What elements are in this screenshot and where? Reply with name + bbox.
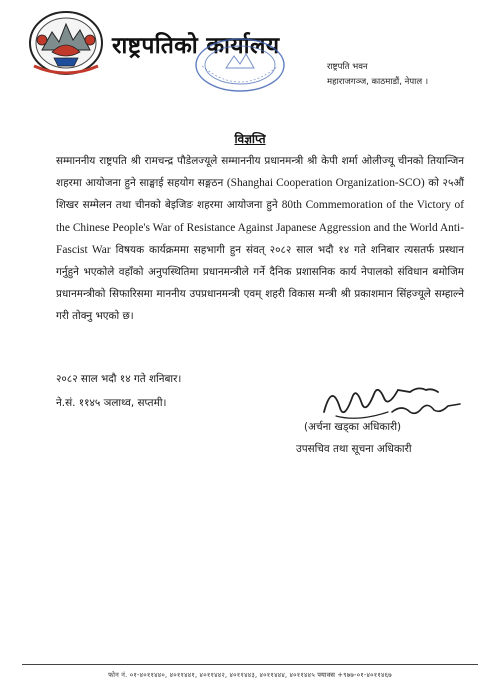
office-address bbox=[327, 60, 428, 90]
signatory-title: उपसचिव तथा सूचना अधिकारी bbox=[296, 443, 412, 455]
address-line: महाराजगञ्ज, काठमाडौं, नेपाल । bbox=[327, 77, 429, 87]
footer-divider bbox=[22, 664, 478, 665]
notice-title: विज्ञप्ति bbox=[234, 132, 266, 146]
commemoration-title: 80th Commemoration of the Victory of the Chinese People's War of Resistance Against Japanese Aggression and the World Anti-Fascist War bbox=[56, 199, 464, 256]
footer-contacts: फोन नं. ०१-४०११४४०, ४०११४४१, ४०११४४२, ४०११४४३, ४०११४४४, ४०११४४५ फ्याक्स +९७७-०१-४०११४६७ bbox=[108, 671, 392, 679]
address-line: राष्ट्रपति भवन bbox=[327, 62, 368, 72]
office-name: राष्ट्रपतिको कार्यालय bbox=[112, 33, 280, 59]
signatory-name: (अर्चना खड्का अधिकारी) bbox=[304, 421, 402, 433]
body-text-segment: को २५औं शिखर सम्मेलन तथा चीनको बेइजिङ शहरमा आयोजना हुने bbox=[56, 177, 464, 212]
nepal-sambat-date: ने.सं. ११४५ ञलाथ्व, सप्तमी। bbox=[56, 397, 167, 409]
sco-name: (Shanghai Cooperation Organization-SCO) bbox=[226, 177, 425, 190]
national-emblem-icon bbox=[28, 10, 104, 76]
issue-date: २०८२ साल भदौ १४ गते शनिबार। bbox=[56, 373, 182, 385]
body-text-segment: सम्माननीय राष्ट्रपति श्री रामचन्द्र पौडेलज्यूले सम्माननीय प्रधानमन्त्री श्री केपी शर्मा ओलीज्यू चीनको तियान्जिन शहरमा आयोजना हुने साङ्घाई सहयोग सङ्गठन bbox=[56, 155, 464, 190]
notice-body bbox=[56, 150, 464, 328]
official-seal-icon bbox=[192, 36, 288, 94]
body-text-segment: विषयक कार्यक्रममा सहभागी हुन संवत् २०८२ साल भदौ १४ गते शनिबार त्यसतर्फ प्रस्थान गर्नुहुने भएकोले वहाँको अनुपस्थितिमा प्रधानमन्त्रीले गर्ने दैनिक प्रशासनिक कार्य नेपालको संविधान बमोजिम प्रधानमन्त्रीको सिफारिसमा माननीय उपप्रधानमन्त्री एवम् शहरी विकास मन्त्री श्री प्रकाशमान सिंहज्यूले सम्हाल्ने गरी तोक्नु भएको छ। bbox=[56, 243, 464, 323]
